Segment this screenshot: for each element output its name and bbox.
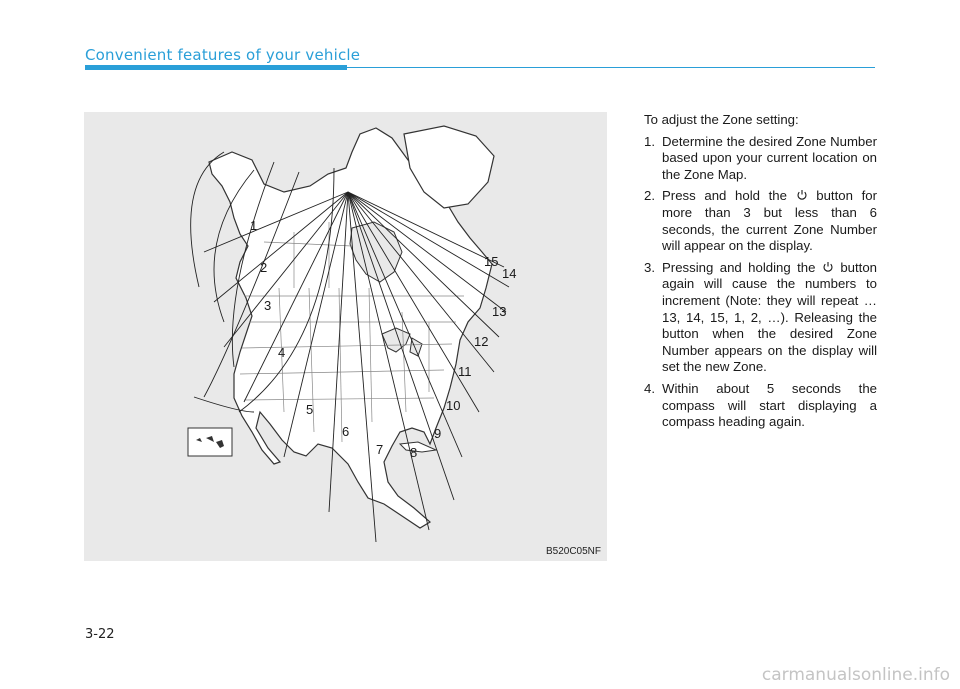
step-number: 3. xyxy=(644,259,655,275)
zone-label-2: 2 xyxy=(260,260,268,275)
step-text-before: Press and hold the xyxy=(662,188,787,204)
zone-label-1: 1 xyxy=(250,218,258,233)
step-text: Determine the desired Zone Number based upon your current location on the Zone Map. xyxy=(662,133,877,182)
zone-label-13: 13 xyxy=(492,304,507,319)
section-title: Convenient features of your vehicle xyxy=(85,46,361,64)
zone-label-10: 10 xyxy=(446,398,461,413)
step-text-before: Pressing and holding the xyxy=(662,259,816,275)
zone-label-3: 3 xyxy=(264,298,272,313)
zone-label-9: 9 xyxy=(434,426,442,441)
instructions xyxy=(644,112,877,436)
instruction-steps xyxy=(644,134,877,431)
zone-label-15: 15 xyxy=(484,254,499,269)
step-4 xyxy=(644,381,877,431)
zone-label-5: 5 xyxy=(306,402,314,417)
zone-label-12: 12 xyxy=(474,334,489,349)
power-button-icon xyxy=(796,189,808,201)
zone-map-figure xyxy=(84,112,607,561)
step-number: 1. xyxy=(644,133,655,149)
step-number: 2. xyxy=(644,188,655,204)
step-2 xyxy=(644,188,877,254)
step-text-after: button again will cause the numbers to increment (Note: they will repeat …13, 14, 15, 1, 2, …). Releasing the button when the desired Zone Number appears on the display will set the new Zone. xyxy=(662,259,877,375)
header-rule-thick xyxy=(85,65,347,70)
zone-label-14: 14 xyxy=(502,266,517,281)
step-1 xyxy=(644,134,877,184)
zone-label-8: 8 xyxy=(410,445,418,460)
zone-map xyxy=(84,112,607,561)
zone-label-4: 4 xyxy=(278,345,286,360)
zone-label-11: 11 xyxy=(458,364,472,379)
step-text: Within about 5 seconds the compass will start displaying a compass heading again. xyxy=(662,380,877,430)
step-text-after: button for more than 3 but less than 6 seconds, the current Zone Number will appear on the display. xyxy=(662,188,877,254)
header-rule-thin xyxy=(347,67,875,68)
figure-code: B520C05NF xyxy=(545,546,601,557)
instructions-intro: To adjust the Zone setting: xyxy=(644,112,799,127)
hawaii-inset-icon xyxy=(188,428,232,456)
power-button-icon xyxy=(822,261,834,273)
zone-label-7: 7 xyxy=(376,442,384,457)
zone-label-6: 6 xyxy=(342,424,350,439)
step-3 xyxy=(644,260,877,376)
page-number: 3-22 xyxy=(85,627,115,642)
step-number: 4. xyxy=(644,380,655,396)
watermark: carmanualsonline.info xyxy=(761,665,950,685)
